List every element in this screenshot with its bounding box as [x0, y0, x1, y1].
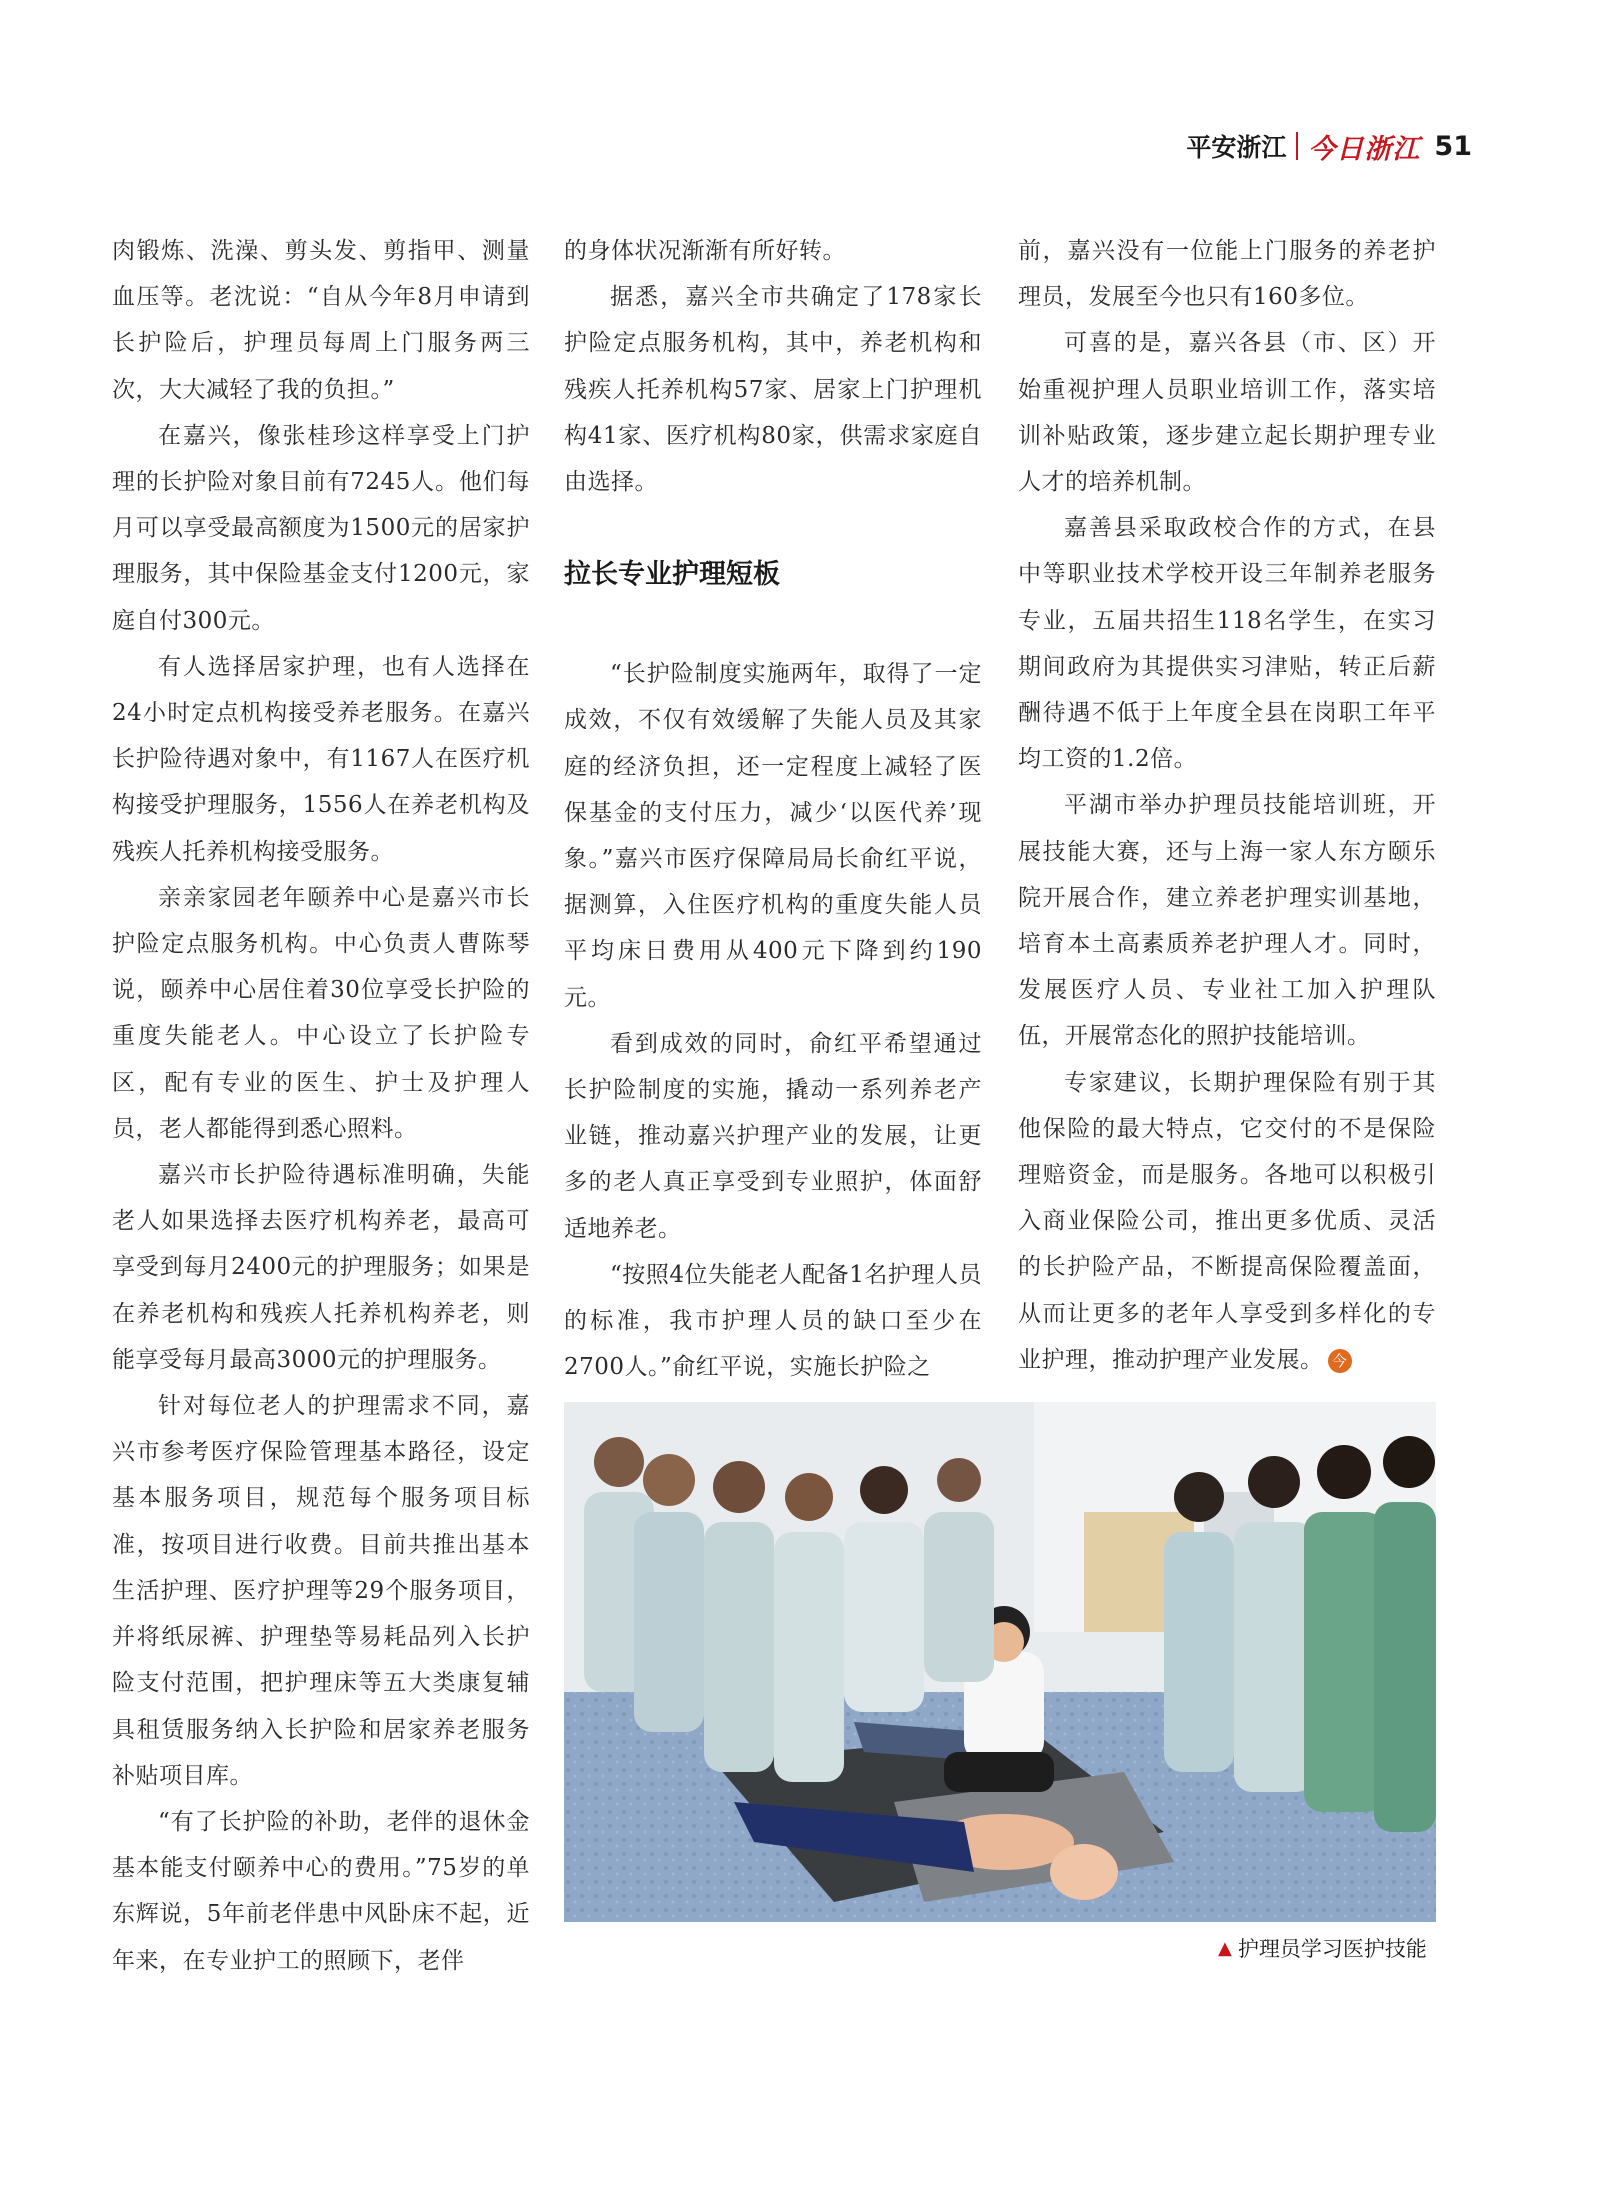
paragraph: 嘉善县采取政校合作的方式，在县中等职业技术学校开设三年制养老服务专业，五届共招生118名学生，在实习期间政府为其提供实习津贴，转正后薪酬待遇不低于上年度全县在岗职工年平均工资的1.2倍。: [1018, 515, 1436, 773]
header-divider: [1296, 132, 1298, 160]
page-number: 51: [1434, 130, 1472, 162]
paragraph: 肉锻炼、洗澡、剪头发、剪指甲、测量血压等。老沈说：“自从今年8月申请到长护险后，护理员每周上门服务两三次，大大减轻了我的负担。”: [112, 238, 530, 403]
magazine-logo: 今日浙江: [1308, 133, 1421, 165]
triangle-icon: ▲: [1218, 1937, 1232, 1959]
paragraph: 前，嘉兴没有一位能上门服务的养老护理员，发展至今也只有160多位。: [1018, 238, 1436, 311]
paragraph: “长护险制度实施两年，取得了一定成效，不仅有效缓解了失能人员及其家庭的经济负担，还一定程度上减轻了医保基金的支付压力，减少‘以医代养’现象。”嘉兴市医疗保障局局长俞红平说，据测算，入住医疗机构的重度失能人员平均床日费用从400元下降到约190元。: [564, 661, 982, 1011]
paragraph: 看到成效的同时，俞红平希望通过长护险制度的实施，撬动一系列养老产业链，推动嘉兴护理产业的发展，让更多的老人真正享受到专业照护，体面舒适地养老。: [564, 1030, 982, 1242]
text-column-3: [1018, 228, 1436, 1383]
paragraph: 的身体状况渐渐有所好转。: [564, 238, 846, 264]
paragraph: 据悉，嘉兴全市共确定了178家长护险定点服务机构，其中，养老机构和残疾人托养机构57家、居家上门护理机构41家、医疗机构80家，供需求家庭自由选择。: [564, 284, 982, 496]
photo-illustration: [564, 1402, 1436, 1922]
photo-caption: [1218, 1933, 1427, 1963]
paragraph: [1018, 1060, 1436, 1383]
paragraph: 可喜的是，嘉兴各县（市、区）开始重视护理人员职业培训工作，落实培训补贴政策，逐步建立起长期护理专业人才的培养机制。: [1018, 330, 1436, 496]
text-column-2: [564, 228, 982, 1390]
paragraph: 有人选择居家护理，也有人选择在24小时定点机构接受养老服务。在嘉兴长护险待遇对象中，有1167人在医疗机构接受护理服务，1556人在养老机构及残疾人托养机构接受服务。: [112, 653, 530, 865]
paragraph: 在嘉兴，像张桂珍这样享受上门护理的长护险对象目前有7245人。他们每月可以享受最高额度为1500元的居家护理服务，其中保险基金支付1200元，家庭自付300元。: [112, 422, 530, 634]
training-photo: [564, 1402, 1436, 1922]
text-column-1: [112, 228, 530, 1984]
caption-text: 护理员学习医护技能: [1237, 1937, 1427, 1961]
paragraph: 嘉兴市长护险待遇标准明确，失能老人如果选择去医疗机构养老，最高可享受到每月2400元的护理服务；如果是在养老机构和残疾人托养机构养老，则能享受每月最高3000元的护理服务。: [112, 1162, 530, 1373]
paragraph: 平湖市举办护理员技能培训班，开展技能大赛，还与上海一家人东方颐乐院开展合作，建立养老护理实训基地，培育本土高素质养老护理人才。同时，发展医疗人员、专业社工加入护理队伍，开展常态化的照护技能培训。: [1018, 792, 1436, 1050]
paragraph-text: 专家建议，长期护理保险有别于其他保险的最大特点，它交付的不是保险理赔资金，而是服务。各地可以积极引入商业保险公司，推出更多优质、灵活的长护险产品，不断提高保险覆盖面，从而让更多的老年人享受到多样化的专业护理，推动护理产业发展。: [1018, 1069, 1436, 1373]
paragraph: “有了长护险的补助，老伴的退休金基本能支付颐养中心的费用。”75岁的单东辉说，5年前老伴患中风卧床不起，近年来，在专业护工的照顾下，老伴: [112, 1808, 530, 1974]
section-heading: 拉长专业护理短板: [564, 559, 780, 591]
paragraph: 亲亲家园老年颐养中心是嘉兴市长护险定点服务机构。中心负责人曹陈琴说，颐养中心居住着30位享受长护险的重度失能老人。中心设立了长护险专区，配有专业的医生、护士及护理人员，老人都能得到悉心照料。: [112, 884, 530, 1142]
section-title: 平安浙江: [1186, 133, 1287, 162]
paragraph: 针对每位老人的护理需求不同，嘉兴市参考医疗保险管理基本路径，设定基本服务项目，规范每个服务项目标准，按项目进行收费。目前共推出基本生活护理、医疗护理等29个服务项目，并将纸尿裤、护理垫等易耗品列入长护险支付范围，把护理床等五大类康复辅具租赁服务纳入长护险和居家养老服务补贴项目库。: [112, 1393, 530, 1789]
article-end-mark: 今: [1328, 1349, 1352, 1373]
paragraph: “按照4位失能老人配备1名护理人员的标准，我市护理人员的缺口至少在2700人。”俞红平说，实施长护险之: [564, 1261, 982, 1381]
page-header: [1186, 126, 1472, 166]
